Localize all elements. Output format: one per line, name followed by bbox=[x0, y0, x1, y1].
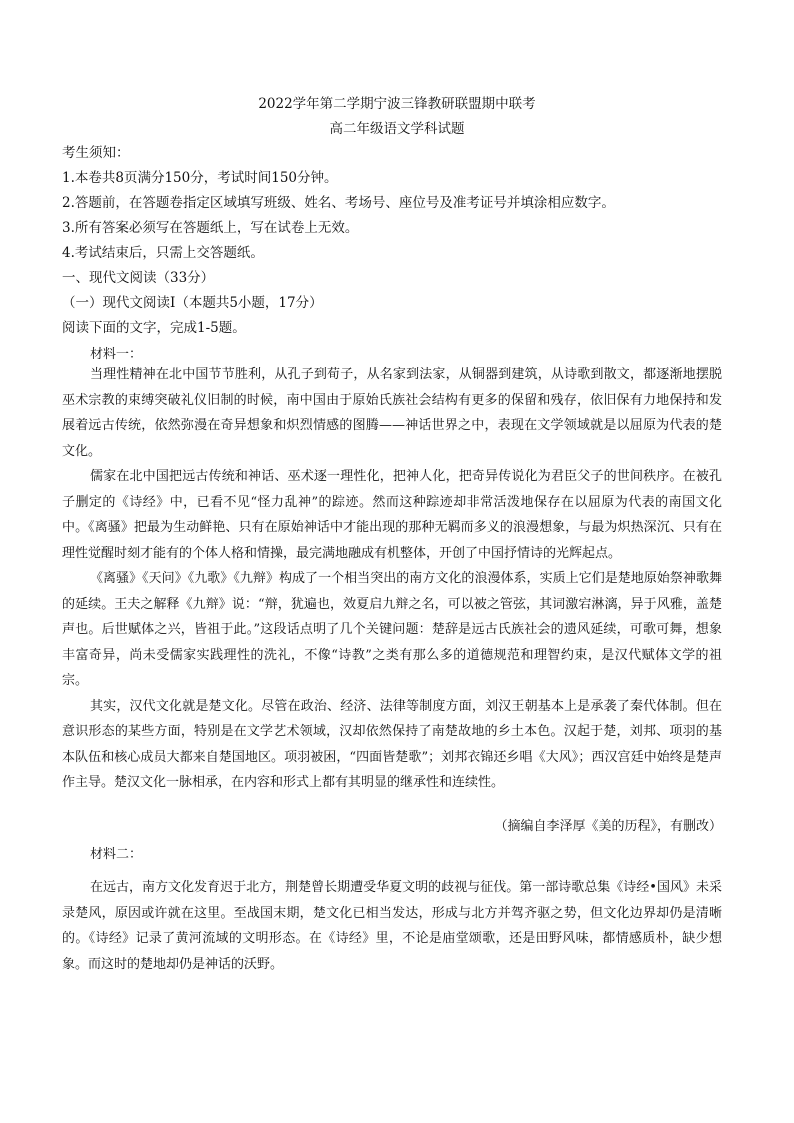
material1-paragraph: 《离骚》《天问》《九歌》《九辩》构成了一个相当突出的南方文化的浪漫体系，实质上它们是楚地原始祭神歌舞的延续。王夫之解释《九辩》说：“辩，犹遍也，效夏启九辩之名，可以被之管弦，其词激宕淋漓，异于风雅，盖楚声也。后世赋体之兴，皆祖于此。”这段话点明了几个关键问题：楚辞是远古氏族社会的遗风延续，可歌可舞，想象丰富奇异，尚未受儒家实践理性的洗礼，不像“诗教”之类有那么多的道德规范和理智约束，是汉代赋体文学的祖宗。 bbox=[62, 571, 722, 688]
material1-paragraph: 其实，汉代文化就是楚文化。尽管在政治、经济、法律等制度方面，刘汉王朝基本上是承袭了秦代体制。但在意识形态的某些方面，特别是在文学艺术领域，汉却依然保持了南楚故地的乡土本色。汉起于楚，刘邦、项羽的基本队伍和核心成员大都来自楚国地区。项羽被困，“四面皆楚歌”；刘邦衣锦还乡唱《大风》；西汉宫廷中始终是楚声作主导。楚汉文化一脉相承，在内容和形式上都有其明显的继承性和连续性。 bbox=[62, 698, 722, 790]
notice-item: 2.答题前，在答题卷指定区域填写班级、姓名、考场号、座位号及准考证号并填涂相应数字。 bbox=[62, 195, 615, 211]
material1-body bbox=[62, 362, 722, 796]
material2-label: 材料二： bbox=[90, 847, 143, 862]
notice-item: 4.考试结束后，只需上交答题纸。 bbox=[62, 245, 264, 261]
section-sub-heading: （一）现代文阅读Ⅰ（本题共5小题，17分） bbox=[62, 295, 323, 311]
material1-paragraph: 当理性精神在北中国节节胜利，从孔子到荀子，从名家到法家，从铜器到建筑，从诗歌到散文，都逐渐地摆脱巫术宗教的束缚突破礼仪旧制的时候，南中国由于原始氏族社会结构有更多的保留和残存，依旧保有力地保持和发展着远古传统，依然弥漫在奇异想象和炽烈情感的图腾——神话世界之中，表现在文学领域就是以屈原为代表的楚文化。 bbox=[62, 367, 722, 459]
section-instruction: 阅读下面的文字，完成1-5题。 bbox=[62, 320, 246, 336]
material1-paragraph: 儒家在北中国把远古传统和神话、巫术逐一理性化，把神人化，把奇异传说化为君臣父子的世间秩序。在被孔子删定的《诗经》中，已看不见“怪力乱神”的踪迹。然而这种踪迹却非常活泼地保存在以屈原为代表的南国文化中。《离骚》把最为生动鲜艳、只有在原始神话中才能出现的那种无羁而多义的浪漫想象，与最为炽热深沉、只有在理性觉醒时刻才能有的个体人格和情操，最完满地融成有机整体，开创了中国抒情诗的光辉起点。 bbox=[62, 469, 722, 561]
notice-heading: 考生须知： bbox=[62, 145, 130, 161]
material1-label: 材料一： bbox=[90, 347, 143, 362]
section-heading: 一、现代文阅读（33分） bbox=[62, 270, 215, 286]
material2-body bbox=[62, 875, 722, 977]
exam-title: 2022学年第二学期宁波三锋教研联盟期中联考 bbox=[258, 96, 536, 112]
material1-source: （摘编自李泽厚《美的历程》，有删改） bbox=[494, 819, 722, 834]
notice-item: 1.本卷共8页满分150分，考试时间150分钟。 bbox=[62, 170, 338, 186]
exam-subtitle: 高二年级语文学科试题 bbox=[329, 121, 465, 137]
material2-paragraph: 在远古，南方文化发育迟于北方，荆楚曾长期遭受华夏文明的歧视与征伐。第一部诗歌总集《诗经•国风》未采录楚风，原因或许就在这里。至战国末期，楚文化已相当发达，形成与北方并驾齐驱之势，但文化边界却仍是清晰的。《诗经》记录了黄河流域的文明形态。在《诗经》里，不论是庙堂颂歌，还是田野风味，都情感质朴，缺少想象。而这时的楚地却仍是神话的沃野。 bbox=[62, 880, 722, 972]
notice-item: 3.所有答案必须写在答题纸上，写在试卷上无效。 bbox=[62, 220, 359, 236]
